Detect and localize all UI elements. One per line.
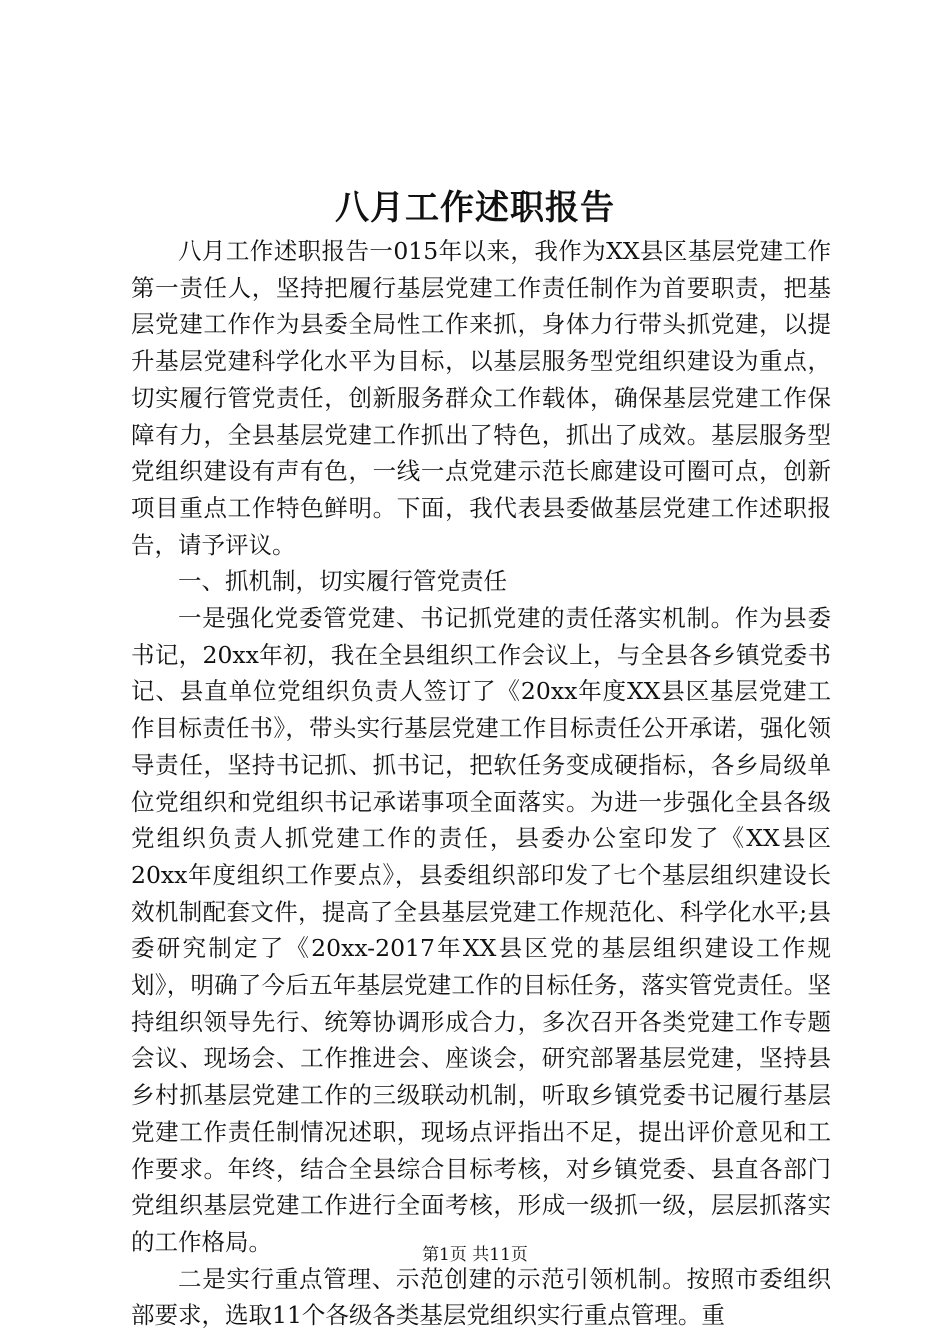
section-heading-1: 一、抓机制，切实履行管党责任 bbox=[178, 567, 507, 596]
document-body bbox=[131, 233, 831, 1334]
paragraph-intro: 八月工作述职报告一015年以来，我作为XX县区基层党建工作第一责任人，坚持把履行基层党建工作责任制作为首要职责，把基层党建工作作为县委全局性工作来抓，身体力行带头抓党建，以提升基层党建科学化水平为目标，以基层服务型党组织建设为重点，切实履行管党责任，创新服务群众工作载体，确保基层党建工作保障有力，全县基层党建工作抓出了特色，抓出了成效。基层服务型党组织建设有声有色，一线一点党建示范长廊建设可圈可点，创新项目重点工作特色鲜明。下面，我代表县委做基层党建工作述职报告，请予评议。 bbox=[131, 237, 831, 559]
paragraph-responsibility-mechanism: 一是强化党委管党建、书记抓党建的责任落实机制。作为县委书记，20xx年初，我在全县组织工作会议上，与全县各乡镇党委书记、县直单位党组织负责人签订了《20xx年度XX县区基层党建工作目标责任书》，带头实行基层党建工作目标责任公开承诺，强化领导责任，坚持书记抓、抓书记，把软任务变成硬指标，各乡局级单位党组织和党组织书记承诺事项全面落实。为进一步强化全县各级党组织负责人抓党建工作的责任，县委办公室印发了《XX县区20xx年度组织工作要点》，县委组织部印发了七个基层组织建设长效机制配套文件，提高了全县基层党建工作规范化、科学化水平;县委研究制定了《20xx-2017年XX县区党的基层组织建设工作规划》，明确了今后五年基层党建工作的目标任务，落实管党责任。坚持组织领导先行、统筹协调形成合力，多次召开各类党建工作专题会议、现场会、工作推进会、座谈会，研究部署基层党建，坚持县乡村抓基层党建工作的三级联动机制，听取乡镇党委书记履行基层党建工作责任制情况述职，现场点评指出不足，提出评价意见和工作要求。年终，结合全县综合目标考核，对乡镇党委、县直各部门党组织基层党建工作进行全面考核，形成一级抓一级，层层抓落实的工作格局。 bbox=[131, 604, 831, 1256]
page-number-footer: 第1页 共11页 bbox=[422, 1245, 528, 1265]
document-title: 八月工作述职报告 bbox=[335, 188, 615, 228]
paragraph-demonstration-mechanism: 二是实行重点管理、示范创建的示范引领机制。按照市委组织部要求，选取11个各级各类基层党组织实行重点管理。重 bbox=[131, 1264, 831, 1330]
